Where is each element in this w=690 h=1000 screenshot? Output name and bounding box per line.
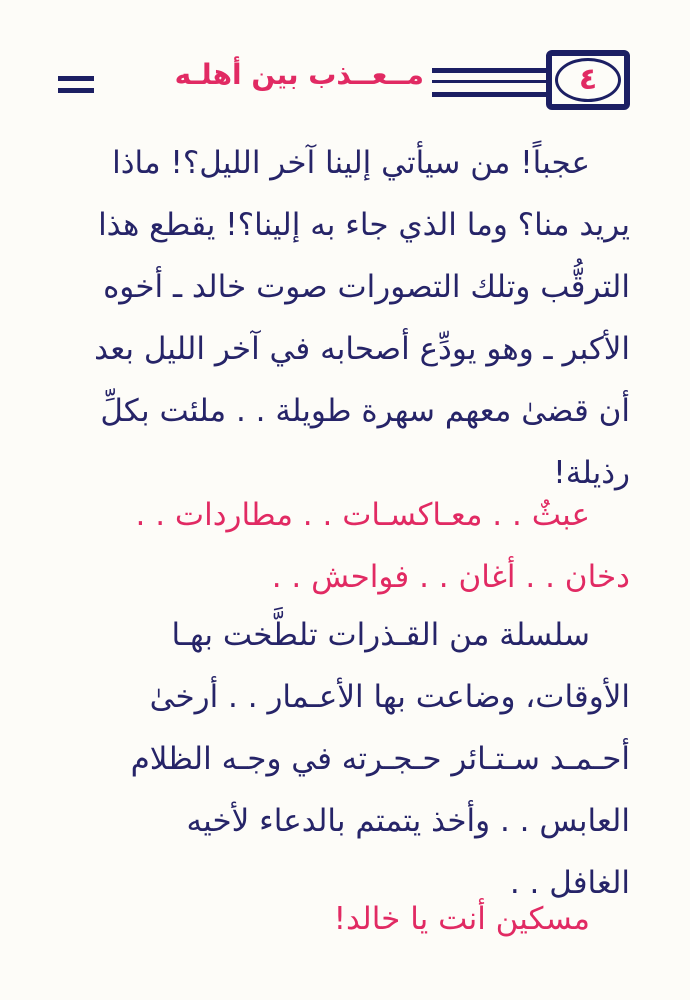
page-number: ٤ xyxy=(578,62,598,97)
text-line: عجباً! من سيأتي إلينا آخر الليل؟! ماذا xyxy=(112,145,590,181)
paragraph-3 xyxy=(50,604,630,914)
header-rule-left-bottom xyxy=(58,88,94,93)
chapter-title: مــعــذب بين أهلـه xyxy=(174,58,424,91)
header-rule-left-top xyxy=(58,76,94,81)
text-line: سلسلة من القـذرات تلطَّخت بهـا xyxy=(171,617,590,653)
header-rule-right-middle xyxy=(432,80,548,83)
text-line: يريد منا؟ وما الذي جاء به إلينا؟! يقطع هذا xyxy=(98,207,630,243)
page-number-oval xyxy=(555,58,621,102)
text-line: الأوقات، وضاعت بها الأعـمار . . أرخىٰ xyxy=(149,679,630,715)
page-number-frame xyxy=(546,50,630,110)
paragraph-2 xyxy=(50,484,630,608)
text-line: عبثٌ . . معـاكسـات . . مطاردات . . xyxy=(135,497,590,533)
text-line: أن قضىٰ معهم سهرة طويلة . . ملئت بكلِّ xyxy=(100,393,630,429)
header-rule-right-bottom xyxy=(432,92,548,97)
text-line: رذيلة! xyxy=(553,455,630,491)
text-line: دخان . . أغان . . فواحش . . xyxy=(271,559,630,595)
text-line: الأكبر ـ وهو يودِّع أصحابه في آخر الليل بعد xyxy=(94,331,630,367)
paragraph-1 xyxy=(50,132,630,504)
page-header xyxy=(0,0,690,130)
paragraph-4 xyxy=(50,888,630,950)
text-line: الغافل . . xyxy=(509,865,630,901)
text-line: أحـمـد سـتـائر حـجـرته في وجـه الظلام xyxy=(130,741,630,777)
text-line: مسكين أنت يا خالد! xyxy=(333,901,590,937)
header-rule-right-top xyxy=(432,68,548,73)
text-line: الترقُّب وتلك التصورات صوت خالد ـ أخوه xyxy=(103,269,630,305)
text-line: العابس . . وأخذ يتمتم بالدعاء لأخيه xyxy=(186,803,630,839)
